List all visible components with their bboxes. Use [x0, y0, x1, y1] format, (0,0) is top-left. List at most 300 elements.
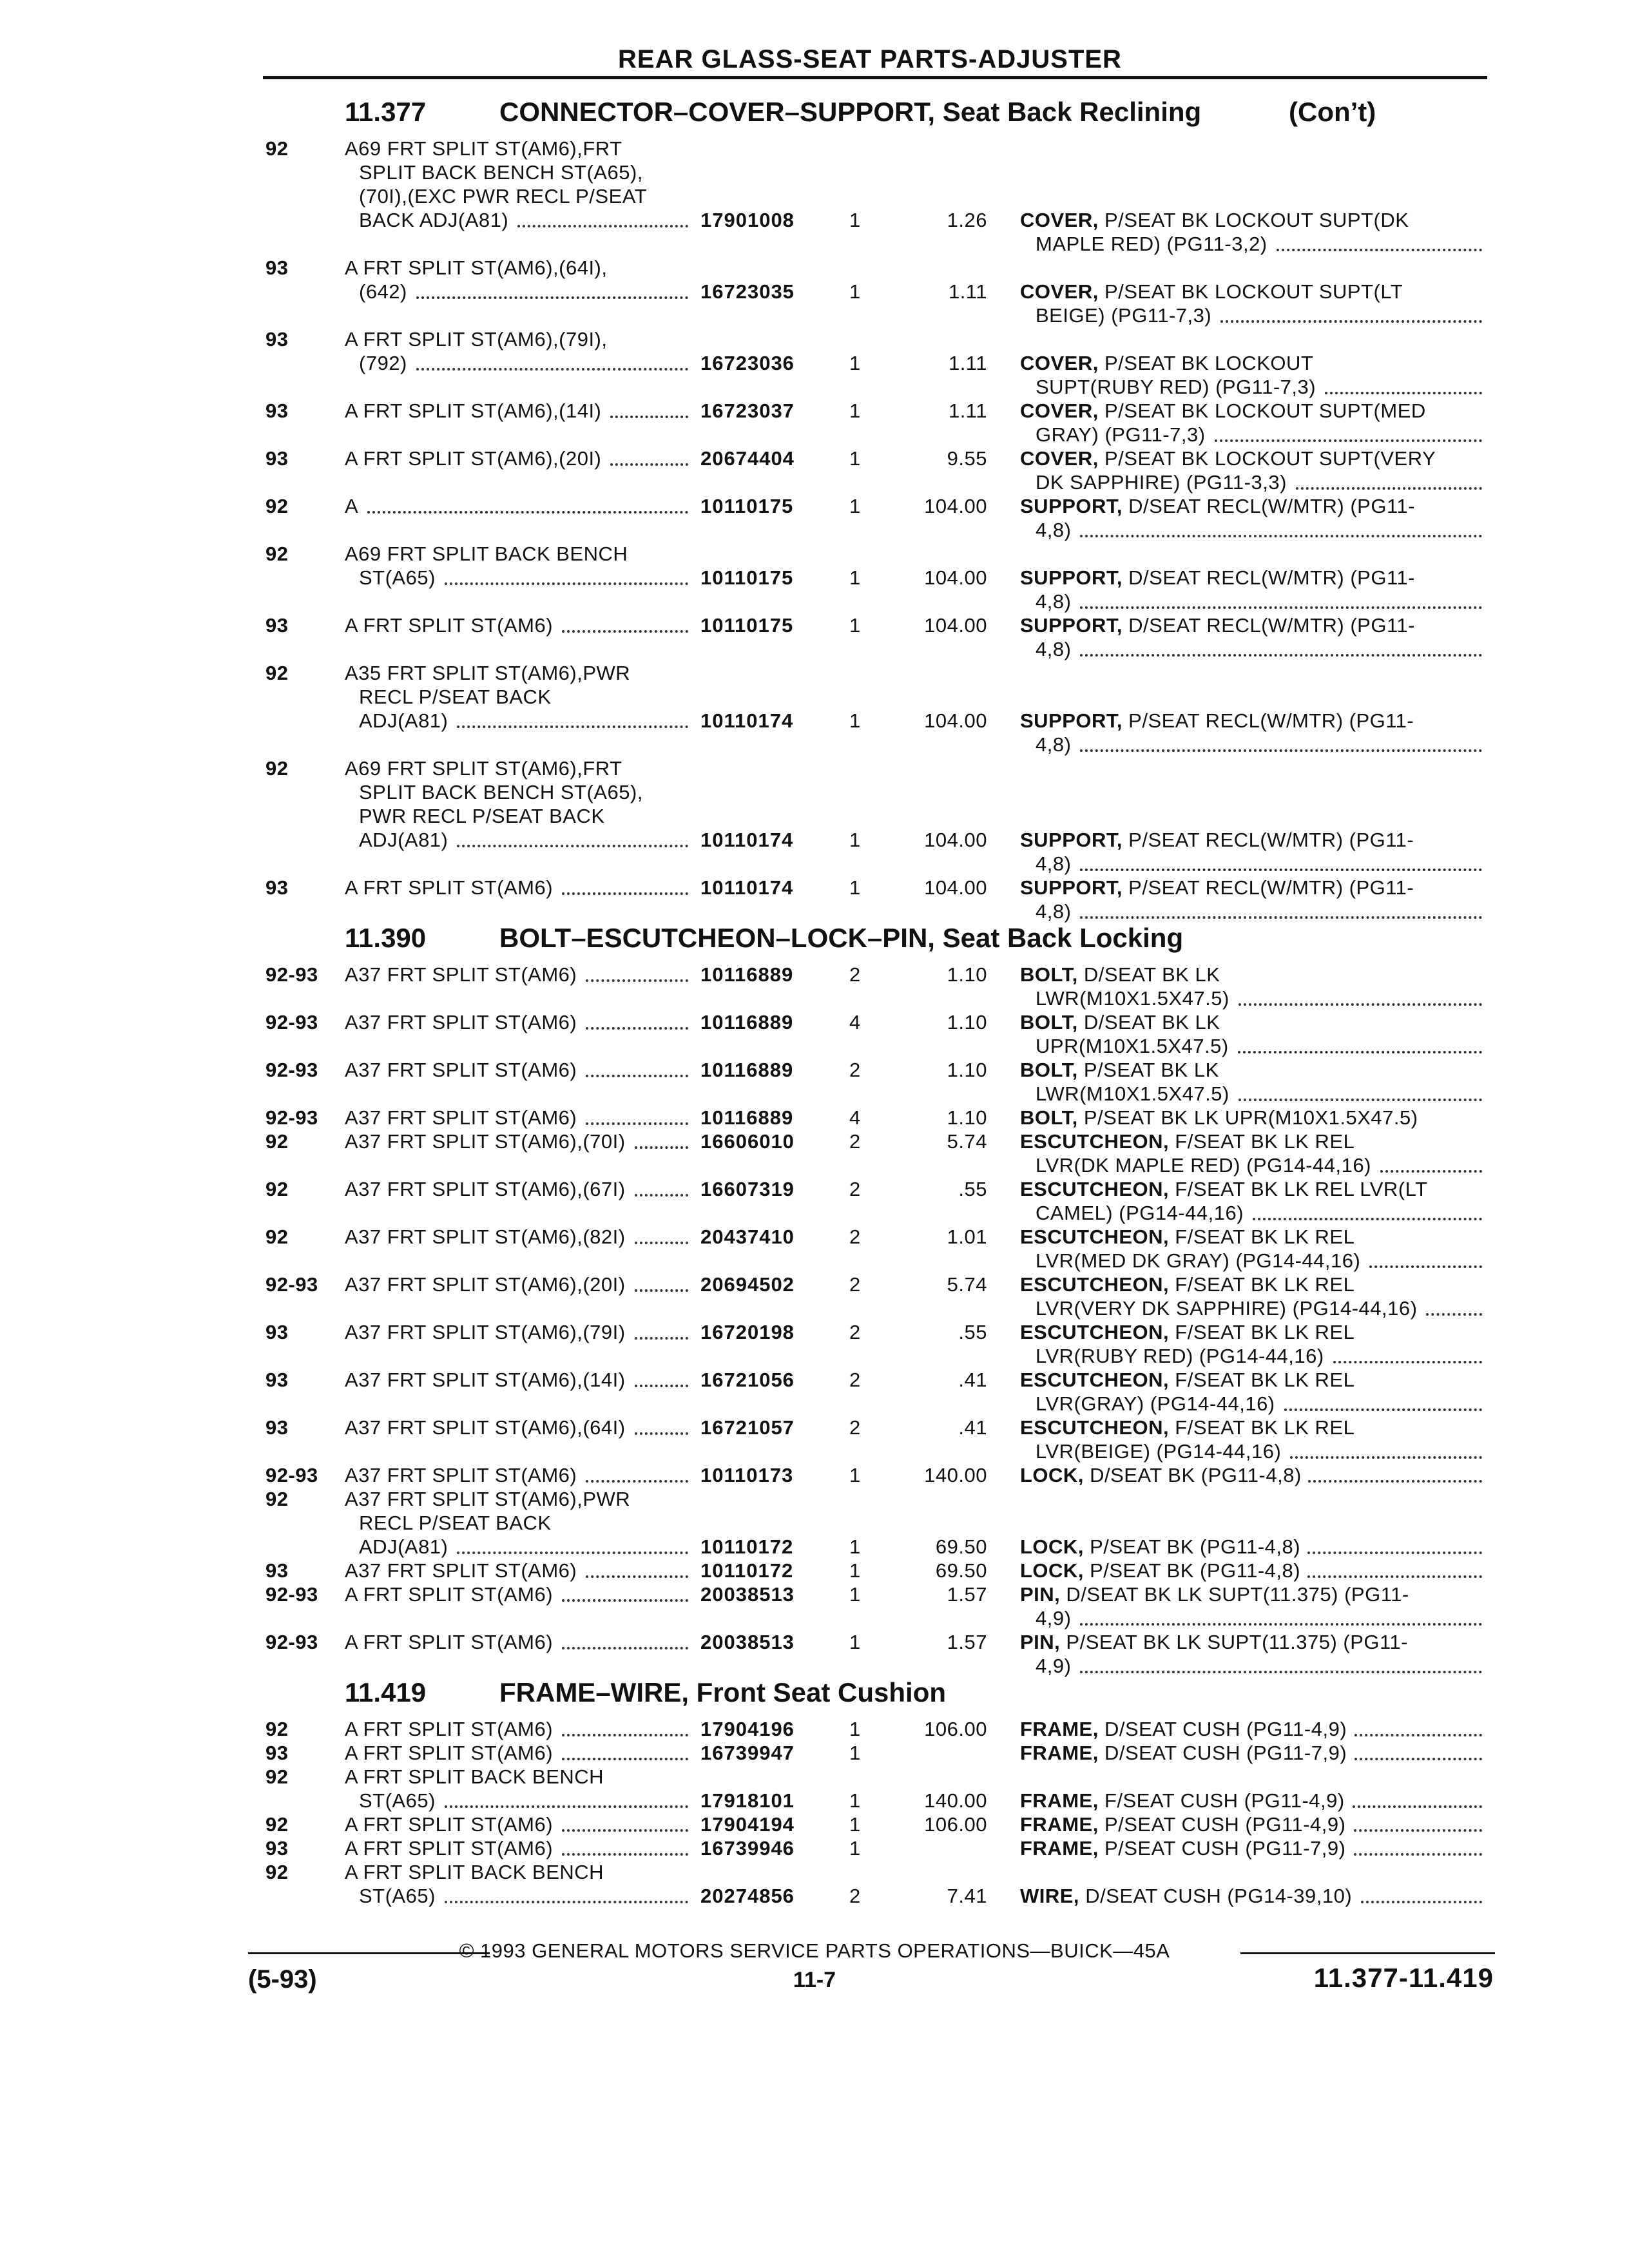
description-text: P/SEAT RECL(W/MTR) (PG11-: [1128, 829, 1414, 851]
description: [1020, 1129, 1354, 1153]
part-number: 20437410: [700, 1225, 795, 1248]
price: 140.00: [924, 1789, 987, 1812]
quantity: 1: [849, 1464, 861, 1486]
description-noun: BOLT,: [1020, 963, 1078, 986]
model-year: 92-93: [265, 963, 318, 986]
model-year: 92: [265, 1130, 289, 1153]
description-noun: FRAME,: [1020, 1789, 1099, 1812]
description: [1020, 351, 1313, 375]
application: A FRT SPLIT BACK BENCH: [345, 1861, 604, 1883]
application: A FRT SPLIT ST(AM6): [345, 876, 554, 899]
description-continued: GRAY) (PG11-7,3): [1036, 423, 1206, 446]
description-text: P/SEAT BK (PG11-4,8): [1090, 1559, 1301, 1582]
description-continued: 4,8): [1036, 638, 1072, 660]
application: RECL P/SEAT BACK: [359, 686, 552, 708]
dot-leader: [1080, 1623, 1482, 1626]
section-range: 11.377-11.419: [1313, 1963, 1494, 1993]
description-continued: LVR(DK MAPLE RED) (PG14-44,16): [1036, 1154, 1371, 1177]
description-continued: LWR(M10X1.5X47.5): [1036, 1082, 1229, 1105]
description: [1020, 828, 1414, 852]
dot-leader: [562, 1853, 688, 1856]
application: A37 FRT SPLIT ST(AM6),(64I): [345, 1416, 626, 1439]
dot-leader: [562, 1599, 688, 1602]
application: ST(A65): [359, 1789, 436, 1812]
continued-label: (Con’t): [1289, 97, 1376, 127]
quantity: 1: [849, 829, 861, 851]
description-text: P/SEAT BK LOCKOUT SUPT(MED: [1104, 399, 1426, 422]
dot-leader: [1080, 1671, 1482, 1673]
description: [1020, 1058, 1219, 1082]
price: 69.50: [935, 1559, 987, 1582]
application: A FRT SPLIT ST(AM6): [345, 1631, 554, 1653]
model-year: 92-93: [265, 1583, 318, 1606]
quantity: 1: [849, 1742, 861, 1764]
description-continued: 4,8): [1036, 733, 1072, 756]
quantity: 2: [849, 1273, 861, 1296]
description: [1020, 280, 1403, 303]
description-continued: LVR(RUBY RED) (PG14-44,16): [1036, 1345, 1324, 1367]
application: A FRT SPLIT ST(AM6): [345, 1742, 554, 1764]
part-number: 16723035: [700, 280, 795, 303]
application: A37 FRT SPLIT ST(AM6),(67I): [345, 1178, 626, 1200]
description-noun: SUPPORT,: [1020, 566, 1123, 589]
dot-leader: [635, 1242, 688, 1244]
section-title: BOLT–ESCUTCHEON–LOCK–PIN, Seat Back Locking: [499, 923, 1184, 953]
section-title: CONNECTOR–COVER–SUPPORT, Seat Back Reclining: [499, 97, 1202, 127]
description-continued: CAMEL) (PG14-44,16): [1036, 1202, 1244, 1224]
part-number: 16721057: [700, 1416, 795, 1439]
part-number: 16739946: [700, 1837, 795, 1860]
description-text: D/SEAT CUSH (PG11-4,9): [1104, 1718, 1347, 1740]
dot-leader: [1284, 1408, 1482, 1411]
part-number: 16739947: [700, 1742, 795, 1764]
model-year: 92: [265, 543, 289, 565]
price: 104.00: [924, 495, 987, 517]
price: 104.00: [924, 876, 987, 899]
description-continued: DK SAPPHIRE) (PG11-3,3): [1036, 471, 1287, 494]
description: [1020, 1789, 1345, 1812]
application: A FRT SPLIT ST(AM6): [345, 614, 554, 637]
description-noun: COVER,: [1020, 280, 1099, 303]
dot-leader: [562, 1647, 688, 1649]
price: 1.57: [947, 1631, 987, 1653]
description-continued: LWR(M10X1.5X47.5): [1036, 987, 1229, 1010]
description: [1020, 1741, 1347, 1765]
price: .41: [958, 1369, 987, 1391]
dot-leader: [1277, 249, 1482, 251]
description-noun: ESCUTCHEON,: [1020, 1416, 1170, 1439]
application: A69 FRT SPLIT BACK BENCH: [345, 543, 628, 565]
description-text: D/SEAT BK LK: [1083, 963, 1220, 986]
description-text: P/SEAT CUSH (PG11-4,9): [1104, 1813, 1346, 1836]
price: 1.10: [947, 1011, 987, 1033]
description-noun: SUPPORT,: [1020, 614, 1123, 637]
dot-leader: [586, 1480, 688, 1483]
quantity: 2: [849, 1416, 861, 1439]
part-number: 20274856: [700, 1885, 795, 1907]
description-noun: COVER,: [1020, 447, 1099, 470]
quantity: 4: [849, 1011, 861, 1033]
description-text: D/SEAT RECL(W/MTR) (PG11-: [1128, 495, 1415, 517]
application: A37 FRT SPLIT ST(AM6): [345, 1106, 577, 1129]
part-number: 16720198: [700, 1321, 795, 1343]
price: 104.00: [924, 829, 987, 851]
header-rule: [263, 76, 1487, 79]
application: ADJ(A81): [359, 1535, 448, 1558]
description-noun: ESCUTCHEON,: [1020, 1321, 1170, 1343]
quantity: 1: [849, 280, 861, 303]
description-noun: COVER,: [1020, 209, 1099, 231]
part-number: 10116889: [700, 1106, 794, 1129]
description: [1020, 1416, 1354, 1439]
dot-leader: [635, 1289, 688, 1292]
price: 9.55: [947, 447, 987, 470]
description: [1020, 1812, 1345, 1836]
description: [1020, 1884, 1352, 1908]
dot-leader: [610, 416, 688, 418]
part-number: 17904194: [700, 1813, 795, 1836]
dot-leader: [586, 1575, 688, 1578]
description-noun: ESCUTCHEON,: [1020, 1130, 1170, 1153]
dot-leader: [1238, 1051, 1482, 1053]
application: A: [345, 495, 359, 517]
dot-leader: [1080, 749, 1482, 752]
section-number: 11.390: [345, 923, 427, 953]
dot-leader: [517, 225, 688, 227]
dot-leader: [1325, 392, 1482, 394]
description-text: D/SEAT RECL(W/MTR) (PG11-: [1128, 566, 1415, 589]
model-year: 93: [265, 1559, 289, 1582]
dot-leader: [1308, 1480, 1482, 1483]
application: A35 FRT SPLIT ST(AM6),PWR: [345, 662, 631, 684]
part-number: 16606010: [700, 1130, 795, 1153]
description-continued: 4,9): [1036, 1655, 1072, 1677]
part-number: 20038513: [700, 1583, 795, 1606]
application: A FRT SPLIT ST(AM6): [345, 1837, 554, 1860]
section-number: 11.419: [345, 1677, 427, 1707]
part-number: 16723037: [700, 399, 795, 422]
application: ST(A65): [359, 566, 436, 589]
part-number: 20674404: [700, 447, 795, 470]
quantity: 1: [849, 876, 861, 899]
description-noun: SUPPORT,: [1020, 495, 1123, 517]
dot-leader: [1239, 1099, 1482, 1101]
application: ADJ(A81): [359, 709, 448, 732]
quantity: 1: [849, 209, 861, 231]
application: SPLIT BACK BENCH ST(A65),: [359, 781, 643, 803]
description-text: P/SEAT BK LK UPR(M10X1.5X47.5): [1083, 1106, 1418, 1129]
section-title: FRAME–WIRE, Front Seat Cushion: [499, 1677, 946, 1707]
application: A69 FRT SPLIT ST(AM6),FRT: [345, 137, 622, 160]
price: 1.10: [947, 1106, 987, 1129]
dot-leader: [367, 511, 688, 514]
dot-leader: [1080, 654, 1482, 657]
description: [1020, 709, 1414, 733]
dot-leader: [457, 845, 688, 847]
quantity: 1: [849, 1559, 861, 1582]
dot-leader: [416, 296, 688, 299]
part-number: 10116889: [700, 1011, 794, 1033]
description-text: F/SEAT CUSH (PG11-4,9): [1104, 1789, 1345, 1812]
dot-leader: [1239, 1003, 1482, 1006]
quantity: 2: [849, 1321, 861, 1343]
dot-leader: [1333, 1361, 1482, 1363]
description: [1020, 1010, 1220, 1034]
part-number: 17904196: [700, 1718, 795, 1740]
description-noun: ESCUTCHEON,: [1020, 1273, 1170, 1296]
dot-leader: [1426, 1313, 1482, 1316]
description-continued: MAPLE RED) (PG11-3,2): [1036, 233, 1268, 255]
description: [1020, 1630, 1408, 1654]
model-year: 93: [265, 328, 289, 351]
application: A FRT SPLIT BACK BENCH: [345, 1765, 604, 1788]
description-continued: UPR(M10X1.5X47.5): [1036, 1035, 1229, 1057]
description-text: P/SEAT RECL(W/MTR) (PG11-: [1128, 876, 1414, 899]
price: .55: [958, 1178, 987, 1200]
description-text: D/SEAT RECL(W/MTR) (PG11-: [1128, 614, 1415, 637]
application: (642): [359, 280, 407, 303]
description-text: P/SEAT CUSH (PG11-7,9): [1104, 1837, 1346, 1860]
quantity: 1: [849, 1631, 861, 1653]
quantity: 2: [849, 963, 861, 986]
dot-leader: [1307, 1552, 1482, 1554]
dot-leader: [1253, 1218, 1482, 1220]
quantity: 1: [849, 352, 861, 374]
price: 1.11: [948, 352, 987, 374]
quantity: 2: [849, 1059, 861, 1081]
quantity: 2: [849, 1885, 861, 1907]
description: [1020, 1463, 1302, 1487]
dot-leader: [562, 1758, 688, 1760]
application: ADJ(A81): [359, 829, 448, 851]
quantity: 1: [849, 399, 861, 422]
model-year: 92: [265, 662, 289, 684]
part-number: 10110175: [700, 495, 794, 517]
price: 106.00: [924, 1813, 987, 1836]
description-continued: 4,8): [1036, 519, 1072, 541]
part-number: 20038513: [700, 1631, 795, 1653]
description: [1020, 399, 1426, 423]
dot-leader: [562, 1734, 688, 1736]
quantity: 1: [849, 1718, 861, 1740]
description-noun: FRAME,: [1020, 1718, 1099, 1740]
description: [1020, 494, 1415, 518]
description-text: F/SEAT BK LK REL: [1175, 1273, 1355, 1296]
description-text: F/SEAT BK LK REL: [1175, 1321, 1355, 1343]
dot-leader: [635, 1432, 688, 1435]
description: [1020, 1535, 1300, 1559]
description-text: D/SEAT BK (PG11-4,8): [1090, 1464, 1302, 1486]
description-noun: FRAME,: [1020, 1813, 1099, 1836]
description-noun: ESCUTCHEON,: [1020, 1225, 1170, 1248]
part-number: 10110174: [700, 709, 794, 732]
application: A FRT SPLIT ST(AM6),(14I): [345, 399, 602, 422]
description-continued: LVR(GRAY) (PG14-44,16): [1036, 1392, 1275, 1415]
model-year: 93: [265, 1369, 289, 1391]
description-text: D/SEAT CUSH (PG14-39,10): [1085, 1885, 1353, 1907]
part-number: 10110174: [700, 829, 794, 851]
description-noun: PIN,: [1020, 1583, 1061, 1606]
application: PWR RECL P/SEAT BACK: [359, 805, 605, 827]
dot-leader: [1354, 1853, 1482, 1856]
quantity: 1: [849, 1837, 861, 1860]
dot-leader: [635, 1146, 688, 1149]
quantity: 1: [849, 1583, 861, 1606]
description-text: P/SEAT RECL(W/MTR) (PG11-: [1128, 709, 1414, 732]
description: [1020, 1273, 1354, 1296]
running-head: REAR GLASS-SEAT PARTS-ADJUSTER: [618, 45, 1122, 73]
dot-leader: [1215, 439, 1482, 442]
description-text: D/SEAT BK LK SUPT(11.375) (PG11-: [1066, 1583, 1409, 1606]
description-continued: 4,8): [1036, 590, 1072, 613]
part-number: 17901008: [700, 209, 795, 231]
application: A37 FRT SPLIT ST(AM6),(70I): [345, 1130, 626, 1153]
description-text: F/SEAT BK LK REL: [1175, 1225, 1355, 1248]
copyright-notice: © 1993 GENERAL MOTORS SERVICE PARTS OPERATIONS—BUICK—45A: [459, 1939, 1170, 1962]
application: BACK ADJ(A81): [359, 209, 509, 231]
quantity: 2: [849, 1178, 861, 1200]
description-text: F/SEAT BK LK REL: [1175, 1369, 1355, 1391]
price: 1.11: [948, 280, 987, 303]
dot-leader: [586, 979, 688, 982]
dot-leader: [1354, 1829, 1482, 1832]
application: A37 FRT SPLIT ST(AM6): [345, 963, 577, 986]
application: (70I),(EXC PWR RECL P/SEAT: [359, 185, 648, 207]
description-noun: SUPPORT,: [1020, 709, 1123, 732]
model-year: 93: [265, 1416, 289, 1439]
model-year: 93: [265, 1321, 289, 1343]
section-number: 11.377: [345, 97, 427, 127]
part-number: 17918101: [700, 1789, 795, 1812]
description-text: P/SEAT BK LOCKOUT SUPT(DK: [1104, 209, 1409, 231]
description-text: F/SEAT BK LK REL: [1175, 1416, 1355, 1439]
application: A FRT SPLIT ST(AM6): [345, 1718, 554, 1740]
dot-leader: [416, 368, 688, 370]
dot-leader: [1296, 487, 1482, 490]
model-year: 92: [265, 1488, 289, 1510]
description-noun: ESCUTCHEON,: [1020, 1178, 1170, 1200]
description-text: D/SEAT BK LK: [1083, 1011, 1220, 1033]
description: [1020, 1582, 1409, 1606]
part-number: 10116889: [700, 963, 794, 986]
quantity: 2: [849, 1369, 861, 1391]
description: [1020, 1836, 1345, 1860]
model-year: 92: [265, 1178, 289, 1200]
dot-leader: [1380, 1170, 1482, 1173]
section-heading: [345, 97, 1376, 128]
price: 1.10: [947, 1059, 987, 1081]
part-number: 10110175: [700, 566, 794, 589]
quantity: 1: [849, 1789, 861, 1812]
description-noun: FRAME,: [1020, 1837, 1099, 1860]
dot-leader: [1369, 1265, 1482, 1268]
price: 1.11: [948, 399, 987, 422]
dot-leader: [635, 1194, 688, 1196]
description-continued: LVR(VERY DK SAPPHIRE) (PG14-44,16): [1036, 1297, 1418, 1320]
description-noun: WIRE,: [1020, 1885, 1080, 1907]
part-number: 10116889: [700, 1059, 794, 1081]
model-year: 93: [265, 399, 289, 422]
description: [1020, 208, 1409, 232]
dot-leader: [586, 1122, 688, 1125]
model-year: 92-93: [265, 1059, 318, 1081]
description-text: P/SEAT BK LOCKOUT SUPT(VERY: [1104, 447, 1436, 470]
dot-leader: [635, 1385, 688, 1387]
description-noun: LOCK,: [1020, 1559, 1084, 1582]
part-number: 10110174: [700, 876, 794, 899]
description-text: P/SEAT BK LOCKOUT: [1104, 352, 1314, 374]
price: 5.74: [947, 1130, 987, 1153]
application: A FRT SPLIT ST(AM6): [345, 1813, 554, 1836]
dot-leader: [610, 463, 688, 466]
quantity: 1: [849, 1535, 861, 1558]
description-continued: LVR(MED DK GRAY) (PG14-44,16): [1036, 1249, 1361, 1272]
model-year: 93: [265, 1742, 289, 1764]
part-number: 10110173: [700, 1464, 794, 1486]
model-year: 93: [265, 1837, 289, 1860]
price: 140.00: [924, 1464, 987, 1486]
quantity: 1: [849, 709, 861, 732]
description-noun: PIN,: [1020, 1631, 1061, 1653]
quantity: 2: [849, 1225, 861, 1248]
dot-leader: [1080, 606, 1482, 609]
description-continued: 4,8): [1036, 900, 1072, 923]
model-year: 92-93: [265, 1631, 318, 1653]
description-continued: BEIGE) (PG11-7,3): [1036, 304, 1212, 327]
description-noun: COVER,: [1020, 352, 1099, 374]
description-noun: BOLT,: [1020, 1011, 1078, 1033]
dot-leader: [1354, 1758, 1482, 1760]
dot-leader: [457, 1552, 688, 1554]
price: 7.41: [947, 1885, 987, 1907]
dot-leader: [445, 582, 688, 585]
model-year: 92: [265, 495, 289, 517]
model-year: 93: [265, 876, 289, 899]
application: A37 FRT SPLIT ST(AM6): [345, 1559, 577, 1582]
part-number: 10110172: [700, 1559, 794, 1582]
revision-date: (5-93): [248, 1965, 317, 1994]
application: A37 FRT SPLIT ST(AM6): [345, 1059, 577, 1081]
part-number: 20694502: [700, 1273, 795, 1296]
description-continued: 4,9): [1036, 1607, 1072, 1629]
application: (792): [359, 352, 407, 374]
description: [1020, 963, 1220, 986]
dot-leader: [635, 1337, 688, 1340]
dot-leader: [562, 1829, 688, 1832]
section-heading: [345, 923, 1183, 954]
description-noun: LOCK,: [1020, 1464, 1084, 1486]
application: A37 FRT SPLIT ST(AM6),PWR: [345, 1488, 631, 1510]
dot-leader: [1290, 1456, 1482, 1459]
description: [1020, 1559, 1300, 1582]
dot-leader: [445, 1805, 688, 1808]
application: SPLIT BACK BENCH ST(A65),: [359, 161, 643, 184]
application: A37 FRT SPLIT ST(AM6),(79I): [345, 1321, 626, 1343]
dot-leader: [562, 892, 688, 895]
description: [1020, 1717, 1347, 1741]
description: [1020, 1225, 1354, 1249]
model-year: 92: [265, 757, 289, 780]
description-text: D/SEAT CUSH (PG11-7,9): [1104, 1742, 1347, 1764]
application: A37 FRT SPLIT ST(AM6): [345, 1011, 577, 1033]
dot-leader: [1080, 869, 1482, 871]
dot-leader: [1354, 1734, 1482, 1736]
model-year: 92: [265, 1813, 289, 1836]
description: [1020, 566, 1415, 590]
description: [1020, 1320, 1354, 1344]
description: [1020, 447, 1436, 470]
description-continued: SUPT(RUBY RED) (PG11-7,3): [1036, 376, 1316, 398]
